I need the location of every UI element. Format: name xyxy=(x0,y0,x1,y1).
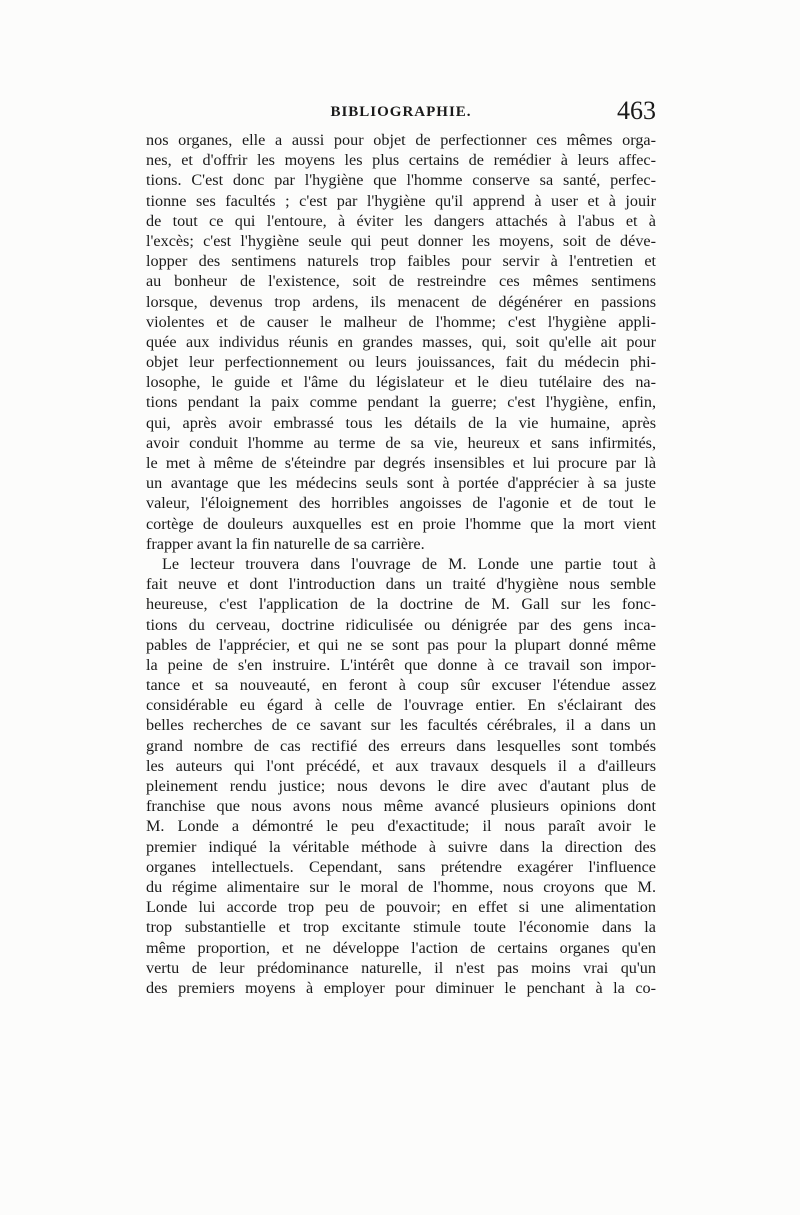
text-line: même proportion, et ne développe l'action de certains organes qu'en xyxy=(146,938,656,957)
text-line: pables de l'apprécier, et qui ne se sont pas pour la plupart donné même xyxy=(146,635,656,654)
text-line: tions. C'est donc par l'hygiène que l'homme conserve sa santé, perfec- xyxy=(146,171,656,190)
text-line: frapper avant la fin naturelle de sa carrière. xyxy=(146,534,425,553)
text-line: cortège de douleurs auxquelles est en proie l'homme que la mort vient xyxy=(146,514,656,533)
text-line: Londe lui accorde trop peu de pouvoir; en effet si une alimentation xyxy=(146,898,656,917)
running-head: BIBLIOGRAPHIE. xyxy=(330,104,472,120)
text-line: tions du cerveau, doctrine ridiculisée ou dénigrée par des gens inca- xyxy=(146,615,656,634)
text-line: violentes et de causer le malheur de l'homme; c'est l'hygiène appli- xyxy=(146,312,656,331)
text-line: les auteurs qui l'ont précédé, et aux travaux desquels il a d'ailleurs xyxy=(146,756,656,775)
text-line: tionne ses facultés ; c'est par l'hygiène qu'il apprend à user et à jouir xyxy=(146,191,656,210)
text-line: lopper des sentimens naturels trop faibles pour servir à l'entretien et xyxy=(146,252,656,271)
text-line: losophe, le guide et l'âme du législateur et le dieu tutélaire des na- xyxy=(146,373,656,392)
text-line: tance et sa nouveauté, en feront à coup sûr excuser l'étendue assez xyxy=(146,676,656,695)
text-line: considérable eu égard à celle de l'ouvrage entier. En s'éclairant des xyxy=(146,696,656,715)
text-line: la peine de s'en instruire. L'intérêt que donne à ce travail son impor- xyxy=(146,655,656,674)
text-line: franchise que nous avons nous même avancé plusieurs opinions dont xyxy=(146,797,656,816)
text-line: des premiers moyens à employer pour diminuer le penchant à la co- xyxy=(146,978,656,997)
page-number: 463 xyxy=(617,96,656,125)
text-line: l'excès; c'est l'hygiène seule qui peut donner les moyens, soit de déve- xyxy=(146,231,656,250)
text-line: Le lecteur trouvera dans l'ouvrage de M. Londe une partie tout à xyxy=(162,554,656,573)
text-line: avoir conduit l'homme au terme de sa vie, heureux et sans infirmités, xyxy=(146,433,656,452)
text-line: trop substantielle et trop excitante stimule toute l'économie dans la xyxy=(146,918,656,937)
text-line: vertu de leur prédominance naturelle, il n'est pas moins vrai qu'un xyxy=(146,958,656,977)
page-header xyxy=(146,96,656,130)
text-line: fait neuve et dont l'introduction dans un traité d'hygiène nous semble xyxy=(146,575,656,594)
text-line: qui, après avoir embrassé tous les détails de la vie humaine, après xyxy=(146,413,656,432)
text-line: heureuse, c'est l'application de la doctrine de M. Gall sur les fonc- xyxy=(146,595,656,614)
text-line: valeur, l'éloignement des horribles angoisses de l'agonie et de tout le xyxy=(146,494,656,513)
text-line: de tout ce qui l'entoure, à éviter les dangers attachés à l'abus et à xyxy=(146,211,656,230)
text-line: grand nombre de cas rectifié des erreurs dans lesquelles sont tombés xyxy=(146,736,656,755)
text-line: quée aux individus réunis en grandes masses, qui, soit qu'elle ait pour xyxy=(146,332,656,351)
text-line: du régime alimentaire sur le moral de l'homme, nous croyons que M. xyxy=(146,877,656,896)
text-line: pleinement rendu justice; nous devons le dire avec d'autant plus de xyxy=(146,777,656,795)
text-line: premier indiqué la véritable méthode à suivre dans la direction des xyxy=(146,837,656,856)
text-line: objet leur perfectionnement ou leurs jouissances, fait du médecin phi- xyxy=(146,353,656,372)
text-line: belles recherches de ce savant sur les facultés cérébrales, il a dans un xyxy=(146,716,656,735)
text-line: un avantage que les médecins seuls sont à portée d'apprécier à sa juste xyxy=(146,474,656,493)
text-line: le met à même de s'éteindre par degrés insensibles et lui procure par là xyxy=(146,454,656,472)
text-line: nes, et d'offrir les moyens les plus certains de remédier à leurs affec- xyxy=(146,151,656,170)
text-line: M. Londe a démontré le peu d'exactitude; il nous paraît avoir le xyxy=(146,817,656,836)
text-line: lorsque, devenus trop ardens, ils menacent de dégénérer en passions xyxy=(146,292,656,311)
text-line: au bonheur de l'existence, soit de restreindre ces mêmes sentimens xyxy=(146,272,656,291)
text-line: organes intellectuels. Cependant, sans prétendre exagérer l'influence xyxy=(146,857,656,876)
text-line: nos organes, elle a aussi pour objet de perfectionner ces mêmes orga- xyxy=(146,131,656,149)
body-text xyxy=(146,130,656,998)
text-line: tions pendant la paix comme pendant la guerre; c'est l'hygiène, enfin, xyxy=(146,393,656,412)
